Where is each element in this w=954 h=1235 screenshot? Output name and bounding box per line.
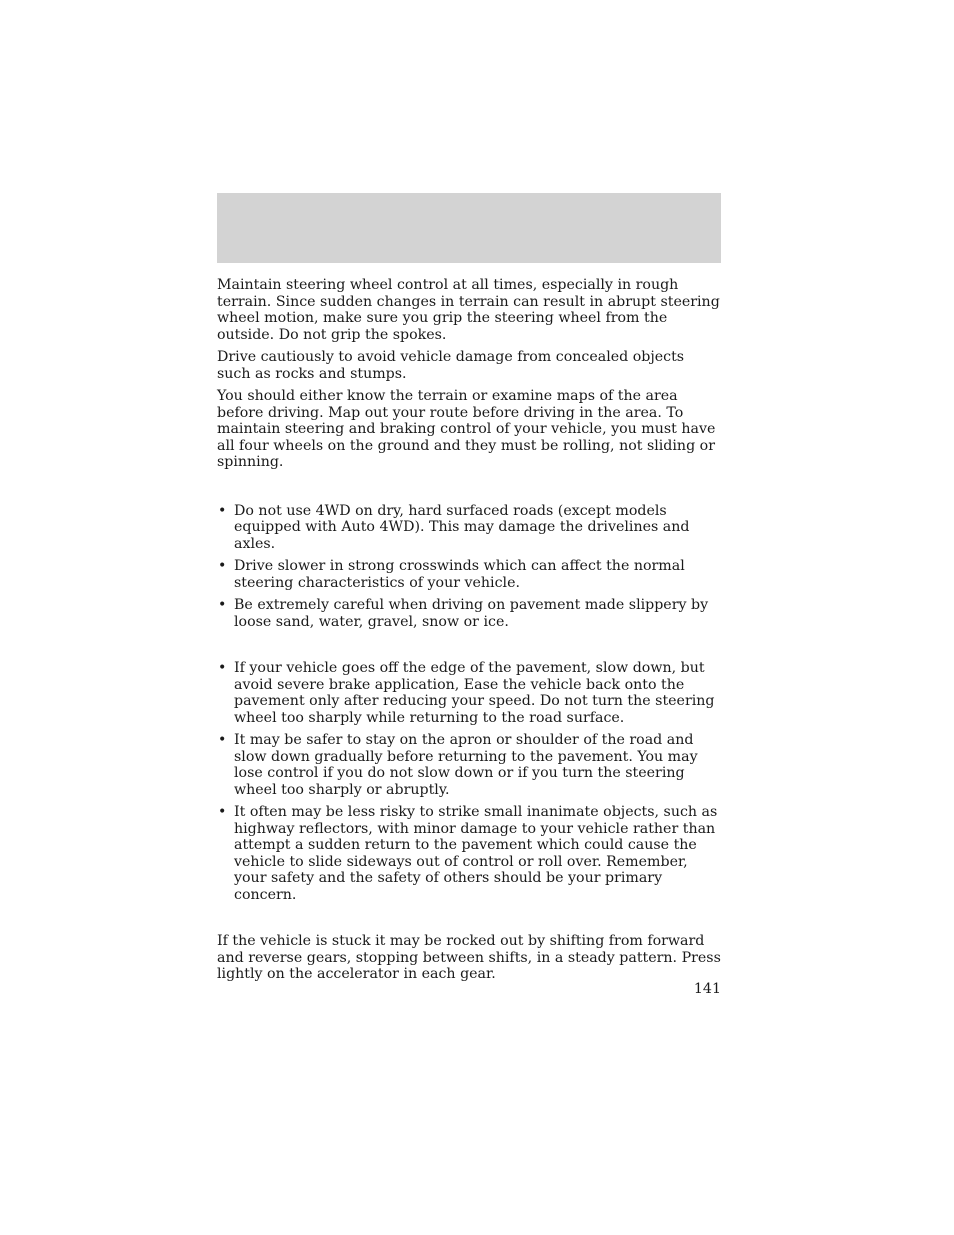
list-item-text: It may be safer to stay on the apron or shoulder of the road and slow down gradually before returning to the pavement. You may lose control if you do not slow down or if you turn the steering wheel too sharply or abruptly. [234, 732, 698, 798]
intro-paragraph-3: You should either know the terrain or examine maps of the area before driving. Map out your route before driving in the area. To maintain steering and braking control of your vehicle, you must have all four wheels on the ground and they must be rolling, not sliding or spinning. [217, 388, 716, 470]
bullet-glyph: • [218, 732, 227, 748]
bullet-glyph: • [218, 597, 227, 613]
list-item [217, 804, 722, 903]
off-edge-bullet-list [217, 660, 722, 903]
page-number: 141 [693, 981, 721, 997]
list-item-text: It often may be less risky to strike small inanimate objects, such as highway reflectors, with minor damage to your vehicle rather than attempt a sudden return to the pavement which could cause the vehicle to slide sideways out of control or roll over. Remember, your safety and the safety of others should be your primary concern. [234, 804, 718, 903]
list-item [217, 503, 722, 553]
page-body [217, 277, 722, 989]
section-spacer [217, 909, 722, 933]
section-spacer [217, 636, 722, 660]
bullet-glyph: • [218, 804, 227, 820]
bullet-glyph: • [218, 660, 227, 676]
list-item [217, 732, 722, 798]
bullet-glyph: • [218, 502, 227, 519]
section-header-band [217, 193, 721, 263]
list-item [217, 558, 722, 591]
list-item-text: Be extremely careful when driving on pavement made slippery by loose sand, water, gravel, snow or ice. [234, 597, 709, 630]
pavement-bullet-list [217, 503, 722, 631]
list-item-text: Drive slower in strong crosswinds which can affect the normal steering characteristics of your vehicle. [234, 558, 685, 591]
bullet-glyph: • [218, 558, 227, 574]
stuck-paragraph: If the vehicle is stuck it may be rocked out by shifting from forward and reverse gears, stopping between shifts, in a steady pattern. Press lightly on the accelerator in each gear. [217, 933, 721, 982]
intro-paragraph-2: Drive cautiously to avoid vehicle damage from concealed objects such as rocks and stumps. [217, 349, 685, 382]
list-item-text: If your vehicle goes off the edge of the pavement, slow down, but avoid severe brake application, Ease the vehicle back onto the pavement only after reducing your speed. Do not turn the steering wheel too sharply while returning to the road surface. [234, 660, 715, 726]
section-spacer [217, 477, 722, 503]
list-item [217, 660, 722, 726]
list-item [217, 597, 722, 630]
intro-paragraph-1: Maintain steering wheel control at all times, especially in rough terrain. Since sudden changes in terrain can result in abrupt steering wheel motion, make sure you grip the steering wheel from the outside. Do not grip the spokes. [217, 277, 720, 343]
list-item-text: Do not use 4WD on dry, hard surfaced roads (except models equipped with Auto 4WD). This may damage the drivelines and axles. [234, 502, 690, 552]
